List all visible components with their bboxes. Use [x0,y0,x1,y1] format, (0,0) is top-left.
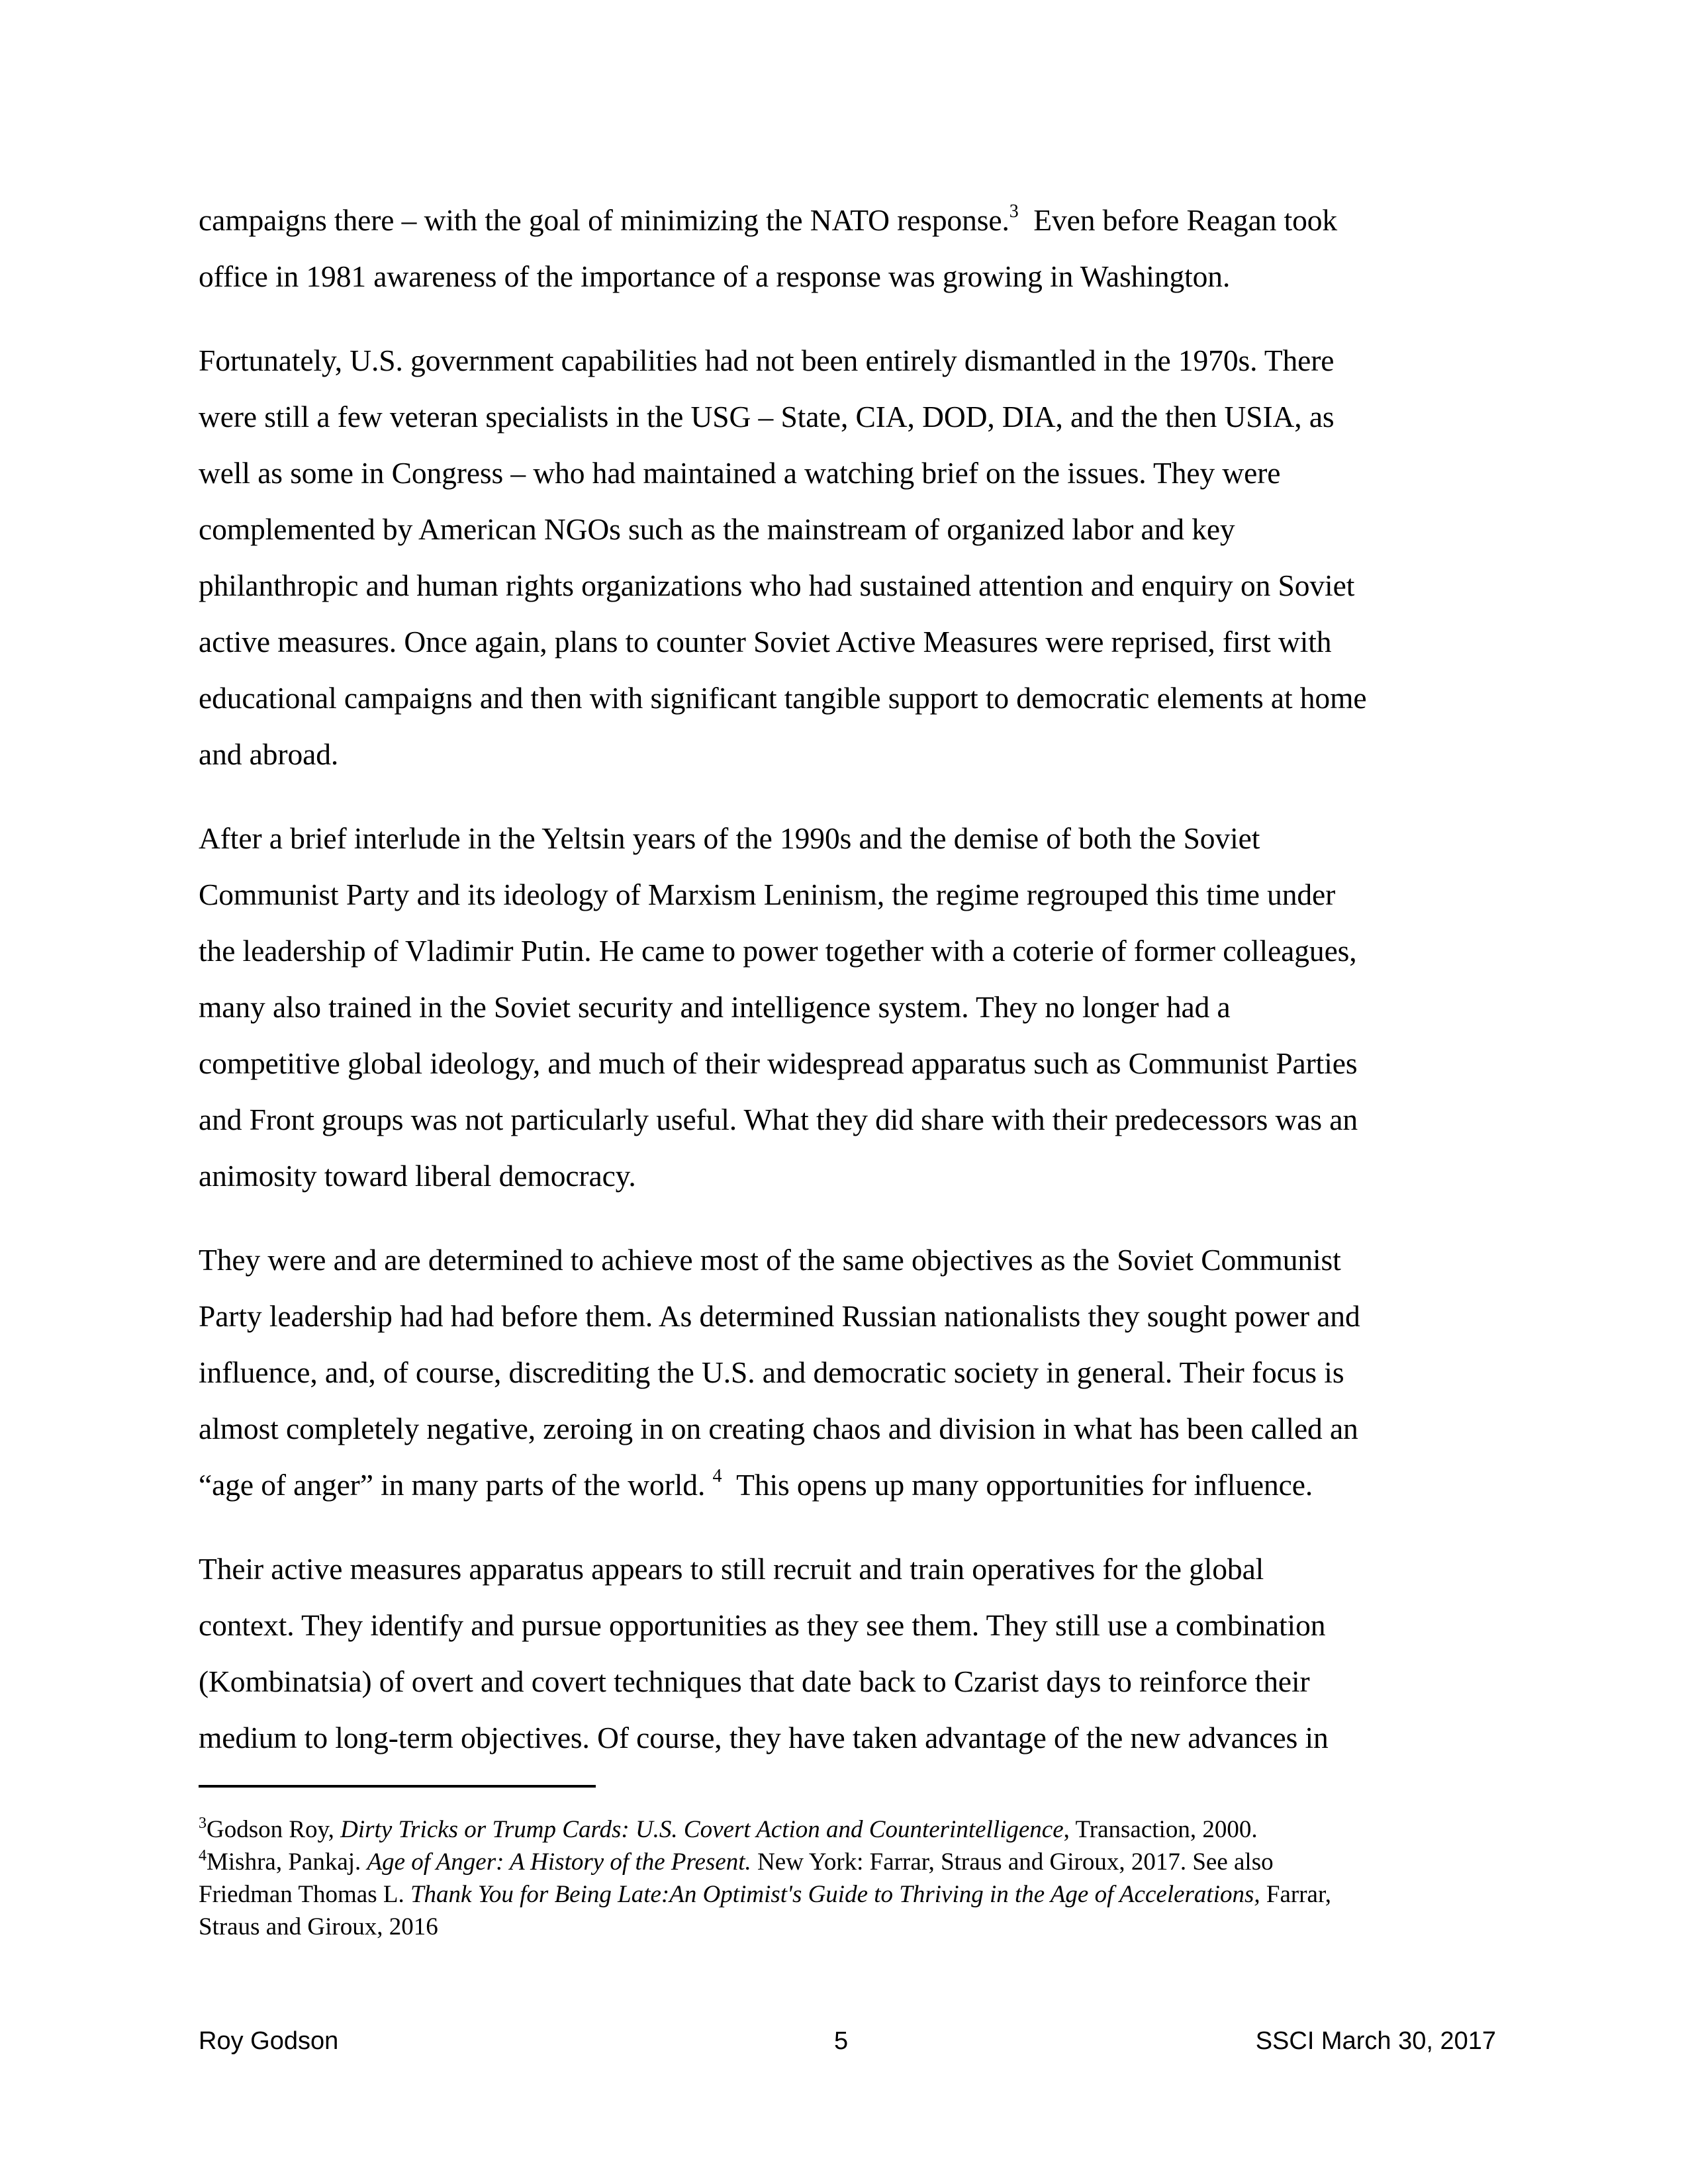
text-line [199,1541,1486,1597]
text-line [199,1597,1486,1653]
footnote-line [199,1911,1496,1943]
text-line [199,726,1486,782]
text-line [199,670,1486,726]
paragraph [199,1541,1486,1766]
body-text [199,192,1486,1794]
line-text: medium to long-term objectives. Of course, they have taken advantage of the new advances in [199,1721,1329,1754]
line-text: educational campaigns and then with significant tangible support to democratic elements at home [199,681,1367,715]
text-line [199,614,1486,670]
text-line [199,923,1486,979]
citation-title: Age of Anger: A History of the Present. [367,1848,751,1876]
line-text: context. They identify and pursue opportunities as they see them. They still use a combination [199,1608,1326,1642]
text-line [199,810,1486,866]
citation-text: Farrar, [1260,1881,1332,1908]
footnote-number: 3 [199,1815,207,1832]
footnote-line [199,1846,1496,1878]
line-text: were still a few veteran specialists in the USG – State, CIA, DOD, DIA, and the then USIA, as [199,400,1335,433]
line-text-continued: This opens up many opportunities for influence. [722,1468,1313,1502]
text-line [199,1288,1486,1344]
line-text: well as some in Congress – who had maintained a watching brief on the issues. They were [199,456,1281,490]
text-line [199,866,1486,923]
text-line [199,1148,1486,1204]
line-text: Communist Party and its ideology of Marxism Leninism, the regime regrouped this time under [199,878,1336,911]
text-line [199,501,1486,557]
text-line [199,1653,1486,1709]
citation-title: Dirty Tricks or Trump Cards: U.S. Covert Action and Counterintelligence [340,1816,1064,1843]
text-line [199,1091,1486,1148]
line-text: complemented by American NGOs such as the mainstream of organized labor and key [199,512,1235,546]
line-text: many also trained in the Soviet security and intelligence system. They no longer had a [199,990,1231,1024]
line-text: active measures. Once again, plans to counter Soviet Active Measures were reprised, first with [199,625,1332,659]
line-text: and Front groups was not particularly useful. What they did share with their predecessors was an [199,1103,1358,1136]
text-line [199,192,1486,248]
text-line [199,557,1486,614]
footer-page-number: 5 [834,2027,849,2055]
text-line [199,979,1486,1035]
footnote-separator [199,1785,596,1788]
line-text: competitive global ideology, and much of their widespread apparatus such as Communist Parties [199,1046,1358,1080]
line-text: and abroad. [199,737,339,771]
footnote-line [199,1813,1496,1846]
line-text: almost completely negative, zeroing in on creating chaos and division in what has been called an [199,1412,1358,1445]
footer-author: Roy Godson [199,2027,339,2055]
line-text: Party leadership had had before them. As determined Russian nationalists they sought power and [199,1299,1360,1333]
citation-title: Thank You for Being Late:An Optimist's Guide to Thriving in the Age of Accelerations, [410,1881,1260,1908]
footnote-reference[interactable]: 3 [1009,201,1019,222]
citation-text: Mishra, Pankaj. [207,1848,367,1876]
footnote-reference[interactable]: 4 [712,1466,722,1486]
paragraph [199,810,1486,1204]
footnote-4 [199,1846,1496,1943]
citation-text: New York: Farrar, Straus and Giroux, 2017. See also [751,1848,1274,1876]
text-line [199,248,1486,304]
text-line [199,445,1486,501]
paragraph [199,192,1486,304]
line-text: Fortunately, U.S. government capabilities had not been entirely dismantled in the 1970s. There [199,343,1335,377]
line-text: campaigns there – with the goal of minimizing the NATO response. [199,203,1009,237]
line-text: animosity toward liberal democracy. [199,1159,636,1193]
line-text: They were and are determined to achieve most of the same objectives as the Soviet Communist [199,1243,1341,1277]
citation-text: Friedman Thomas L. [199,1881,410,1908]
text-line [199,1035,1486,1091]
footnote-3 [199,1813,1496,1846]
line-text-continued: Even before Reagan took [1018,203,1338,237]
footnotes [199,1813,1496,1943]
line-text: “age of anger” in many parts of the world. [199,1468,713,1502]
line-text: Their active measures apparatus appears to still recruit and train operatives for the global [199,1552,1264,1586]
footnote-line [199,1878,1496,1911]
citation-text: Godson Roy, [207,1816,341,1843]
footnote-number: 4 [199,1847,207,1864]
text-line [199,388,1486,445]
footer-venue-date: SSCI March 30, 2017 [1255,2027,1496,2055]
paragraph [199,1232,1486,1513]
line-text: After a brief interlude in the Yeltsin years of the 1990s and the demise of both the Soviet [199,821,1260,855]
line-text: influence, and, of course, discrediting the U.S. and democratic society in general. Their focus is [199,1355,1344,1389]
text-line [199,1344,1486,1400]
line-text: office in 1981 awareness of the importance of a response was growing in Washington. [199,259,1231,293]
text-line [199,332,1486,388]
text-line [199,1400,1486,1457]
text-line [199,1709,1486,1766]
text-line [199,1232,1486,1288]
line-text: (Kombinatsia) of overt and covert techniques that date back to Czarist days to reinforce their [199,1664,1310,1698]
paragraph [199,332,1486,782]
page-footer [199,2027,1496,2067]
citation-text: Straus and Giroux, 2016 [199,1913,438,1940]
line-text: the leadership of Vladimir Putin. He came to power together with a coterie of former colleagues, [199,934,1357,968]
text-line [199,1457,1486,1513]
citation-text: , Transaction, 2000. [1063,1816,1258,1843]
line-text: philanthropic and human rights organizations who had sustained attention and enquiry on Soviet [199,569,1355,602]
